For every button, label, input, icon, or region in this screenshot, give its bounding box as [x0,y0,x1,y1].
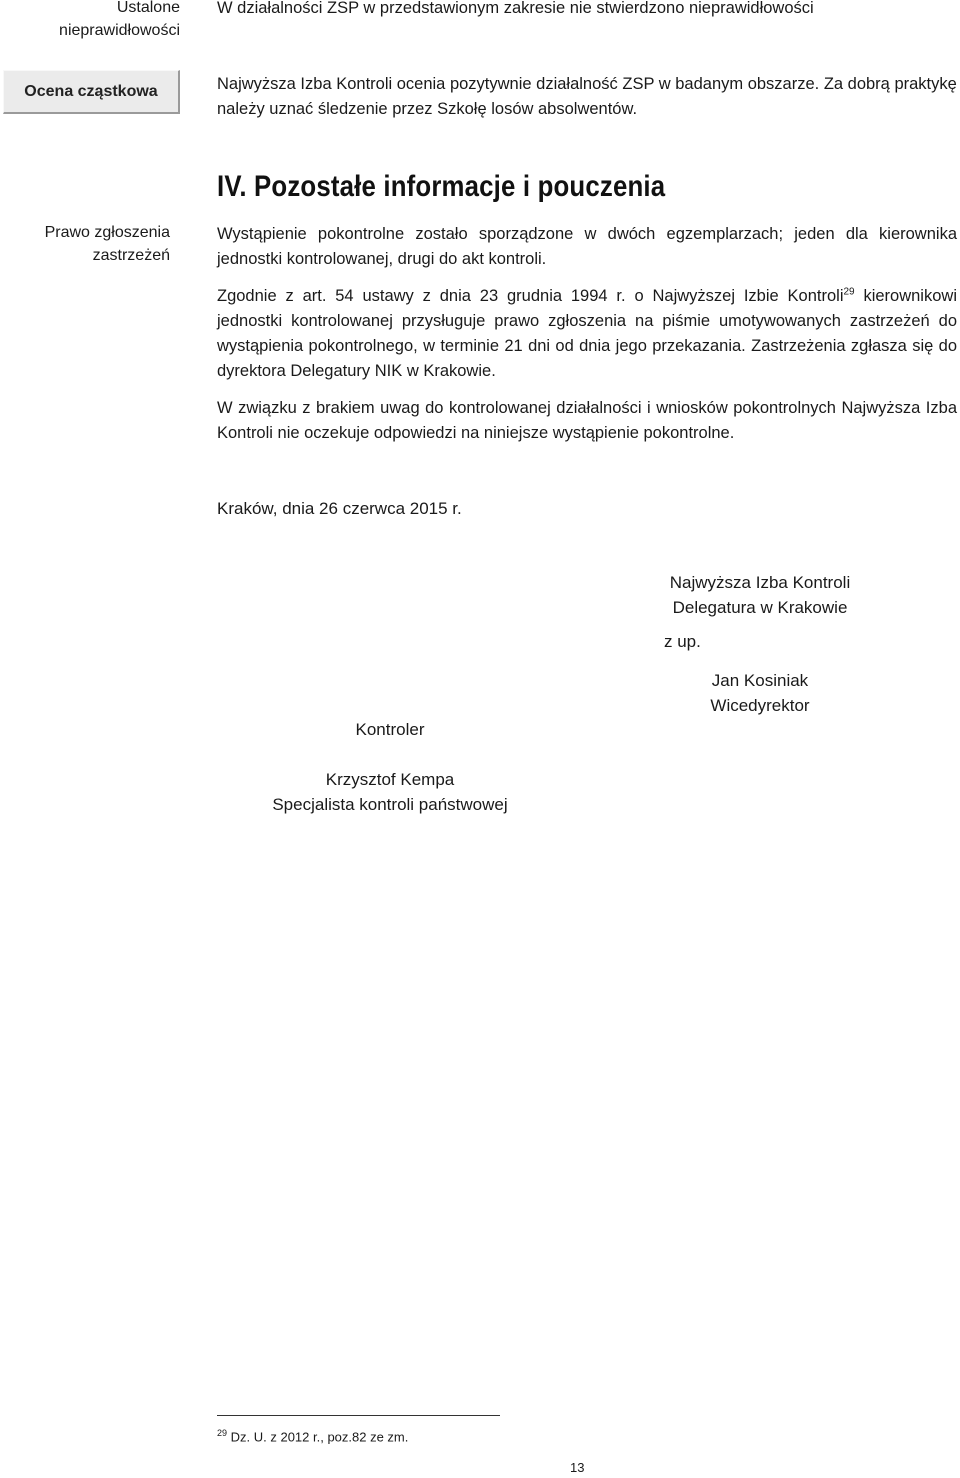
signature-right-person [650,668,870,718]
footnote-number: 29 [217,1428,228,1438]
signature-left-label: Kontroler [355,720,425,739]
signature-org [640,570,880,620]
date-line: Kraków, dnia 26 czerwca 2015 r. [217,499,462,518]
margin-note-line: Prawo zgłoszenia [44,224,170,241]
signature-org-line: Delegatura w Krakowie [672,598,848,617]
paragraph-text: kierownikowi jednostki kontrolowanej przysługuje prawo zgłoszenia na piśmie umotywowanych zastrzeżeń do wystąpienia pokontrolnego, w terminie 21 dni od dnia jego przekazania. Zastrzeżenia zgłasza się do dyrektora Delegatury NIK w Krakowie. [217,287,957,380]
footnote-divider [217,1415,500,1416]
ocena-paragraph: Najwyższa Izba Kontroli ocenia pozytywnie działalność ZSP w badanym obszarze. Za dobrą praktykę należy uznać śledzenie przez Szkołę losów absolwentów. [217,75,957,118]
signature-left-role: Specjalista kontroli państwowej [272,795,508,814]
section-title: IV. Pozostałe informacje i pouczenia [217,170,666,203]
footnote-text: Dz. U. z 2012 r., poz.82 ze zm. [227,1429,409,1445]
signature-org-line: Najwyższa Izba Kontroli [669,573,851,592]
signature-zup: z up. [664,632,701,651]
signature-left-person [240,767,540,817]
page-number: 13 [570,1460,585,1475]
margin-note-ustalone [0,0,180,42]
footnote-reference: 29 [843,286,855,298]
ocena-czastkowa-label: Ocena cząstkowa [24,82,158,100]
margin-note-line: nieprawidłowości [59,22,180,39]
finding-summary: W działalności ZSP w przedstawionym zakresie nie stwierdzono nieprawidłowości [217,0,814,17]
paragraph-objections [217,284,957,384]
paragraph-text: Zgodnie z art. 54 ustawy z dnia 23 grudnia 1994 r. o Najwyższej Izbie Kontroli [217,287,844,305]
ocena-czastkowa-box [3,70,180,114]
signature-right-role: Wicedyrektor [710,696,810,715]
margin-note-line: Ustalone [116,0,180,16]
margin-note-line: zastrzeżeń [92,247,170,264]
paragraph-no-reply: W związku z brakiem uwag do kontrolowanej działalności i wniosków pokontrolnych Najwyższa Izba Kontroli nie oczekuje odpowiedzi na niniejsze wystąpienie pokontrolne. [217,399,957,442]
margin-note-prawo [0,221,170,267]
signature-right-name: Jan Kosiniak [711,671,809,690]
signature-left-name: Krzysztof Kempa [325,770,455,789]
paragraph-copies: Wystąpienie pokontrolne zostało sporządzone w dwóch egzemplarzach; jeden dla kierownika jednostki kontrolowanej, drugi do akt kontroli. [217,225,957,268]
footnote [217,1428,408,1444]
